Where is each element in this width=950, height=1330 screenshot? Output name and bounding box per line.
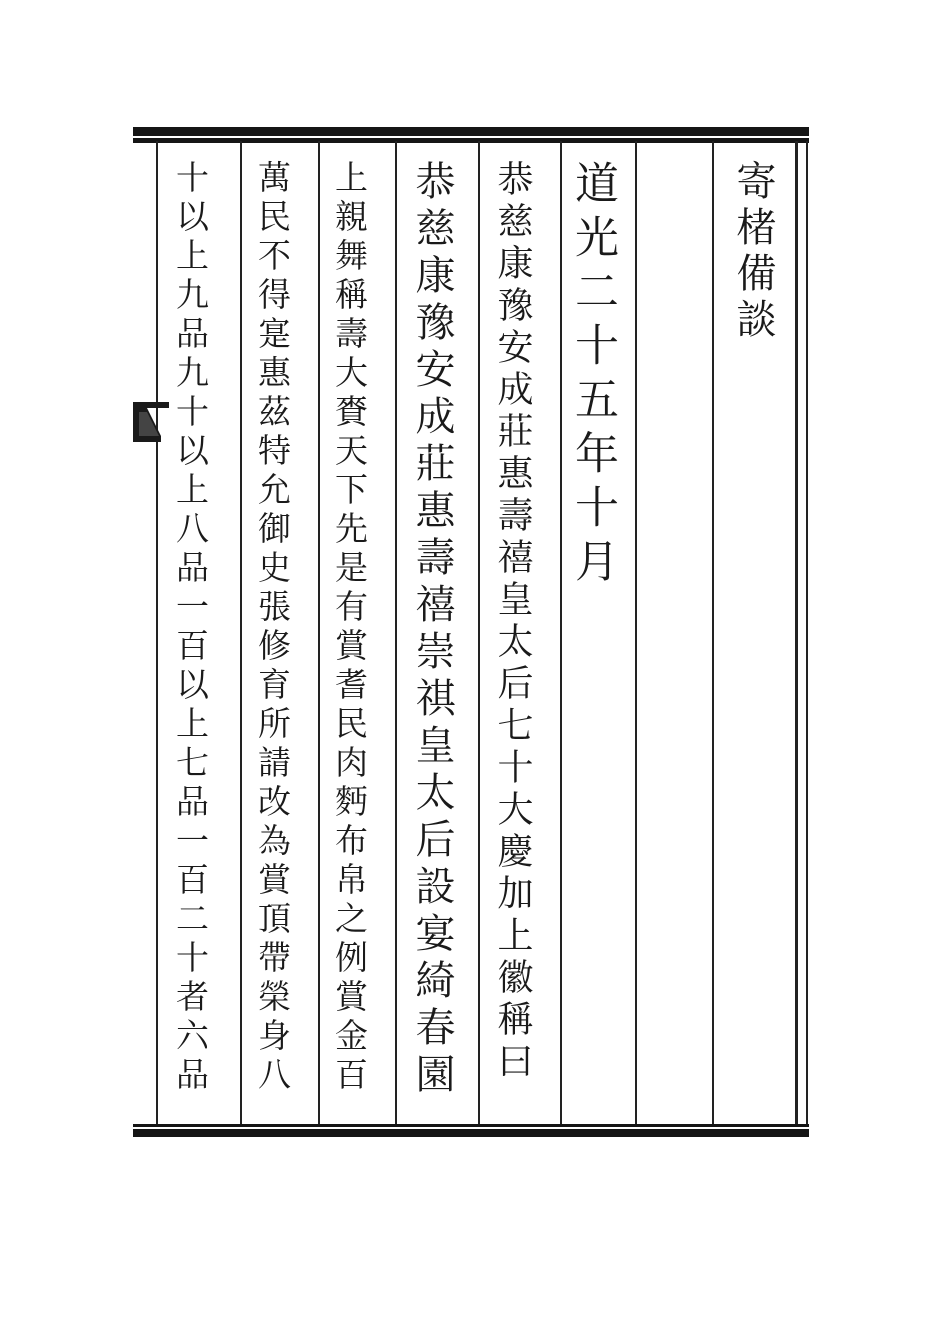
text-column-5: 萬民不得寔惠茲特允御史張修育所請改為賞頂帶榮身八	[253, 160, 292, 1096]
column-divider	[712, 141, 714, 1124]
book-title: 寄楮備談	[730, 160, 776, 344]
right-frame-line	[795, 141, 798, 1124]
fold-mark-icon	[133, 402, 169, 442]
text-column-2: 恭慈康豫安成莊惠壽禧皇太后七十大慶加上徽稱曰	[492, 160, 533, 1084]
top-border	[133, 127, 809, 143]
column-divider	[478, 141, 480, 1124]
text-column-4: 上親舞稱壽大賚天下先是有賞耆民肉麪布帛之例賞金百	[330, 160, 369, 1096]
text-column-6: 十以上九品九十以上八品一百以上七品一百二十者六品	[171, 160, 210, 1096]
right-frame-line-outer	[806, 141, 808, 1124]
column-divider	[560, 141, 562, 1124]
text-column-1: 道光二十五年十月	[567, 160, 618, 592]
column-divider	[318, 141, 320, 1124]
text-column-3: 恭慈康豫安成莊惠壽禧崇祺皇太后設宴綺春園	[409, 160, 455, 1100]
bottom-border	[133, 1124, 809, 1137]
column-divider	[395, 141, 397, 1124]
column-divider	[240, 141, 242, 1124]
column-divider	[635, 141, 637, 1124]
left-frame-line	[156, 141, 158, 1124]
